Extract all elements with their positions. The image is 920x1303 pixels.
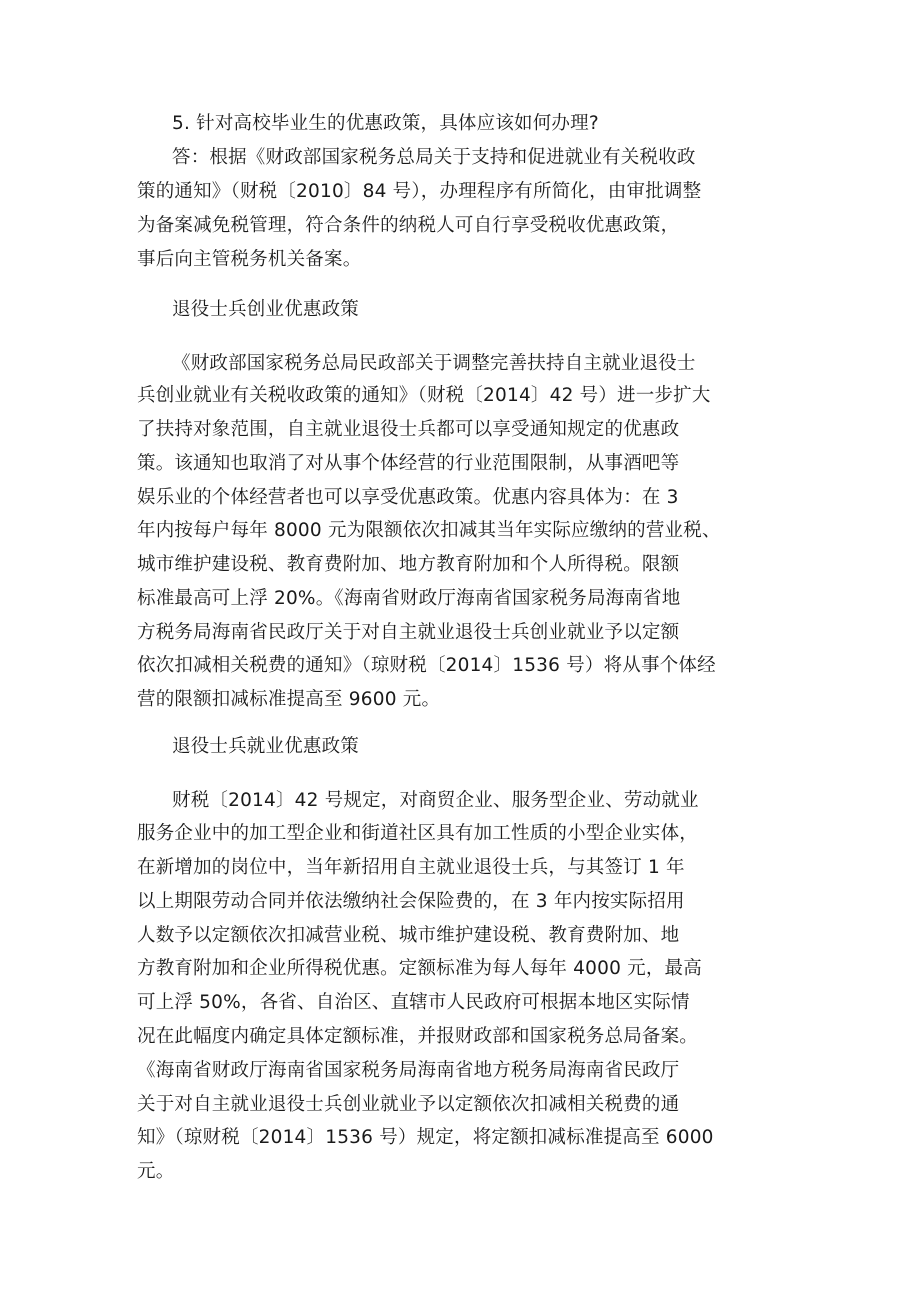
- paragraph-line: 方教育附加和企业所得税优惠。定额标准为每人每年 4000 元，最高: [137, 958, 702, 979]
- answer-line: 事后向主管税务机关备案。: [137, 249, 362, 270]
- paragraph-line: 可上浮 50%，各省、自治区、直辖市人民政府可根据本地区实际情: [137, 992, 690, 1013]
- question-heading: 5. 针对高校毕业生的优惠政策，具体应该如何办理?: [172, 113, 599, 134]
- answer-line: 策的通知》（财税〔2010〕84 号），办理程序有所简化，由审批调整: [137, 181, 702, 202]
- paragraph-line: 关于对自主就业退役士兵创业就业予以定额依次扣减相关税费的通: [137, 1094, 680, 1115]
- paragraph-line: 《财政部国家税务总局民政部关于调整完善扶持自主就业退役士: [172, 353, 696, 374]
- paragraph-line: 城市维护建设税、教育费附加、地方教育附加和个人所得税。限额: [137, 554, 680, 575]
- paragraph-line: 在新增加的岗位中，当年新招用自主就业退役士兵，与其签订 1 年: [137, 857, 685, 878]
- paragraph-line: 娱乐业的个体经营者也可以享受优惠政策。优惠内容具体为：在 3: [137, 487, 679, 508]
- paragraph-line: 兵创业就业有关税收政策的通知》（财税〔2014〕42 号）进一步扩大: [137, 385, 711, 406]
- paragraph-line: 知》（琼财税〔2014〕1536 号）规定，将定额扣减标准提高至 6000: [137, 1127, 714, 1148]
- paragraph-line: 标准最高可上浮 20%。《海南省财政厅海南省国家税务局海南省地: [137, 588, 681, 609]
- paragraph-line: 以上期限劳动合同并依法缴纳社会保险费的，在 3 年内按实际招用: [137, 891, 685, 912]
- answer-line: 答：根据《财政部国家税务总局关于支持和促进就业有关税收政: [172, 147, 696, 168]
- paragraph-line: 《海南省财政厅海南省国家税务局海南省地方税务局海南省民政厅: [137, 1060, 680, 1081]
- paragraph-line: 人数予以定额依次扣减营业税、城市维护建设税、教育费附加、地: [137, 925, 680, 946]
- paragraph-line: 营的限额扣减标准提高至 9600 元。: [137, 689, 441, 710]
- section-heading: 退役士兵创业优惠政策: [172, 299, 360, 320]
- answer-line: 为备案减免税管理，符合条件的纳税人可自行享受税收优惠政策，: [137, 215, 680, 236]
- paragraph-line: 方税务局海南省民政厅关于对自主就业退役士兵创业就业予以定额: [137, 622, 680, 643]
- section-heading: 退役士兵就业优惠政策: [172, 736, 360, 757]
- paragraph-line: 服务企业中的加工型企业和街道社区具有加工性质的小型企业实体，: [137, 823, 699, 844]
- paragraph-line: 况在此幅度内确定具体定额标准，并报财政部和国家税务总局备案。: [137, 1026, 699, 1047]
- paragraph-line: 年内按每户每年 8000 元为限额依次扣减其当年实际应缴纳的营业税、: [137, 520, 721, 541]
- paragraph-line: 财税〔2014〕42 号规定，对商贸企业、服务型企业、劳动就业: [172, 790, 699, 811]
- paragraph-line: 元。: [137, 1161, 175, 1182]
- paragraph-line: 策。该通知也取消了对从事个体经营的行业范围限制，从事酒吧等: [137, 453, 680, 474]
- paragraph-line: 依次扣减相关税费的通知》（琼财税〔2014〕1536 号）将从事个体经: [137, 655, 716, 676]
- paragraph-line: 了扶持对象范围，自主就业退役士兵都可以享受通知规定的优惠政: [137, 419, 680, 440]
